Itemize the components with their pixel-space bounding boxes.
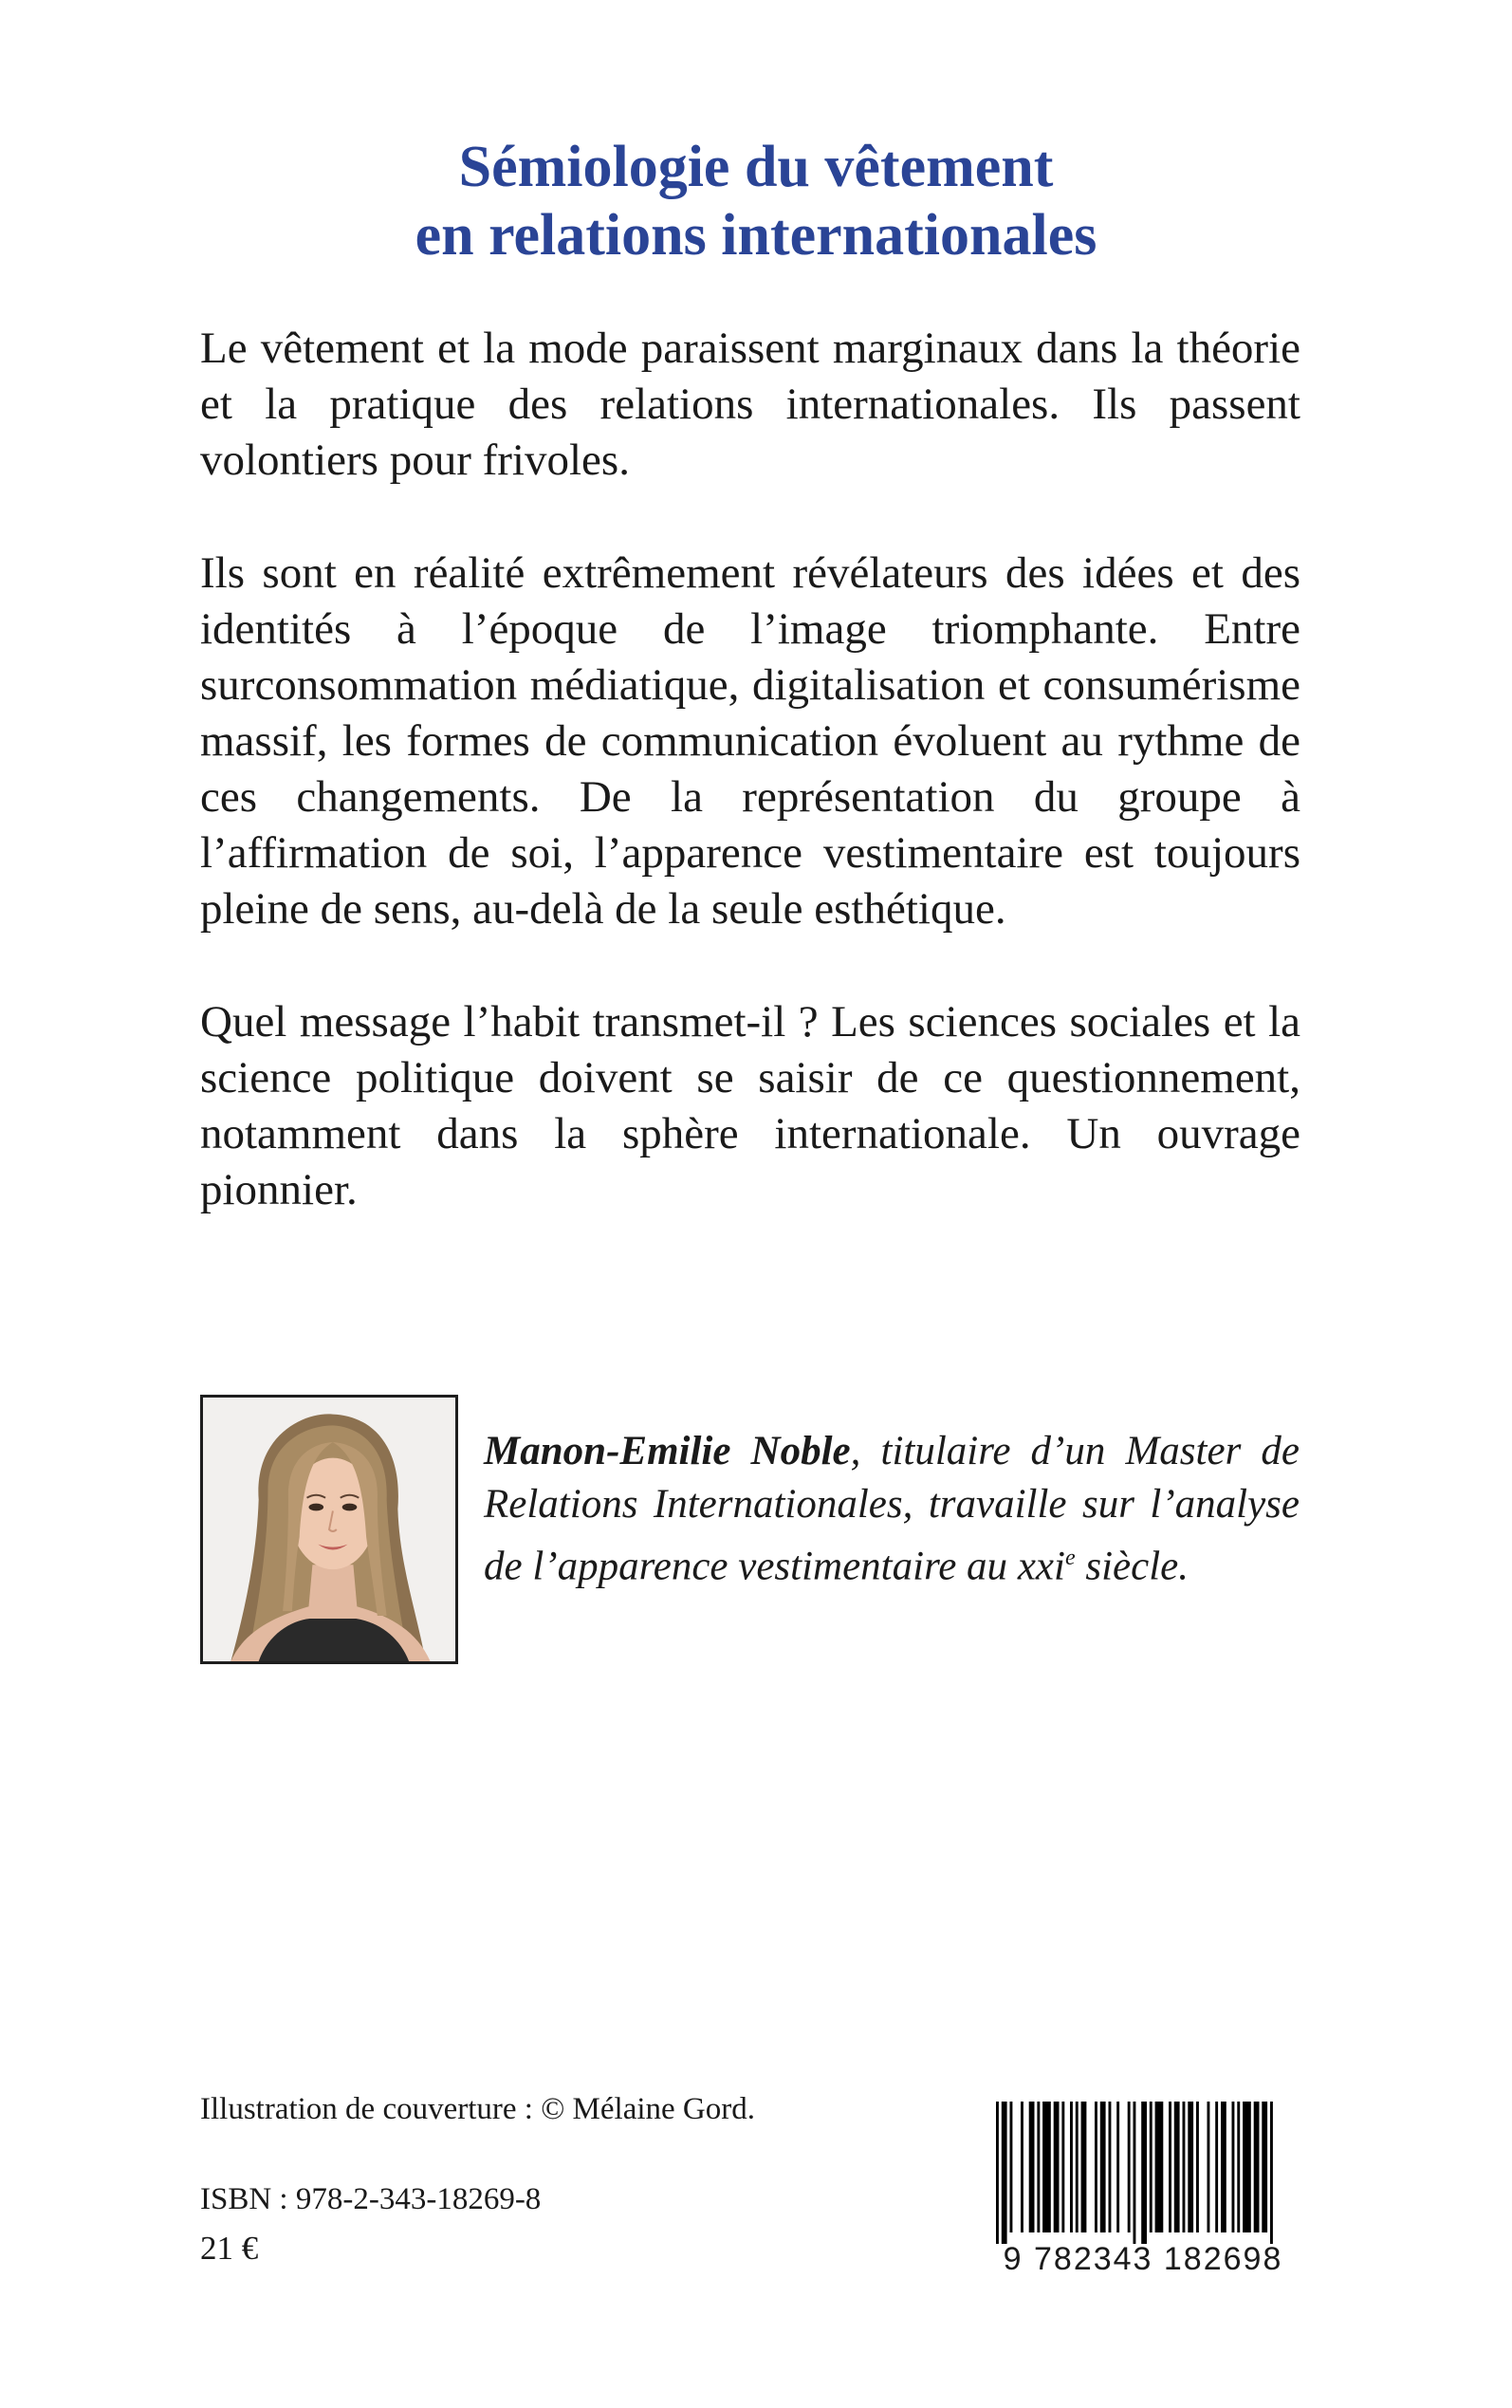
barcode-bar (1155, 2102, 1164, 2232)
barcode-bar (1054, 2102, 1060, 2232)
barcode-bar (1116, 2102, 1119, 2232)
blurb-paragraph-3: Quel message l’habit transmet-il ? Les sciences sociales et la science politique doivent se saisir de ce questionnement, notamment dans la sphère internationale. Un ouvrage pionnier. (200, 997, 1300, 1214)
barcode-bar (1109, 2102, 1112, 2232)
author-century-suffix: e (1064, 1546, 1076, 1570)
barcode-bar (1237, 2102, 1240, 2232)
barcode-bar (1076, 2102, 1079, 2232)
barcode-bar (1081, 2102, 1087, 2232)
barcode-bar (1010, 2102, 1013, 2232)
book-title-line-2: en relations internationales (415, 203, 1097, 268)
barcode-bar (1100, 2102, 1106, 2232)
barcode-bar (1037, 2102, 1040, 2232)
author-century: xxi (1017, 1544, 1065, 1589)
barcode-bar (1232, 2102, 1235, 2232)
author-bio-text: , titulaire d’un Master de Relations Internationales, travaille sur l’analyse de l’apparence vestimentaire au (484, 1429, 1300, 1589)
book-title (0, 133, 1512, 269)
barcode-bar (1042, 2102, 1051, 2232)
book-title-line-1: Sémiologie du vêtement (458, 135, 1054, 199)
price: 21 € (200, 2230, 259, 2267)
barcode-bar (1095, 2102, 1097, 2232)
barcode-bar (1196, 2102, 1199, 2232)
barcode-bar (1188, 2102, 1193, 2232)
barcode-bars (986, 2102, 1300, 2244)
isbn: ISBN : 978-2-343-18269-8 (200, 2182, 542, 2216)
barcode-bar (1174, 2102, 1180, 2232)
barcode-bar (1021, 2102, 1023, 2232)
barcode-bar (1134, 2102, 1136, 2244)
author-bio (484, 1425, 1300, 1593)
barcode-bar (1061, 2102, 1064, 2232)
barcode-bar (996, 2102, 999, 2244)
portrait-illustration (203, 1398, 455, 1661)
barcode-bar (1254, 2102, 1260, 2232)
barcode-bar (1002, 2102, 1007, 2244)
blurb-paragraph-1: Le vêtement et la mode paraissent marginaux dans la théorie et la pratique des relations internationales. Ils passent volontiers pour frivoles. (200, 324, 1300, 485)
barcode-bar (1208, 2102, 1210, 2232)
barcode-bar (1169, 2102, 1171, 2232)
author-name: Manon-Emilie Noble (484, 1429, 851, 1473)
barcode-bar (1150, 2102, 1152, 2232)
barcode-digits: 9 782343 182698 (1003, 2241, 1283, 2277)
barcode-bar (1243, 2102, 1251, 2232)
author-photo (200, 1395, 458, 1664)
cover-credit: Illustration de couverture : © Mélaine Gord. (200, 2092, 755, 2126)
blurb (200, 321, 1300, 1275)
barcode-bar (1221, 2102, 1226, 2232)
barcode-bar (1262, 2102, 1267, 2232)
barcode-bar (1183, 2102, 1186, 2232)
barcode-bar (1141, 2102, 1147, 2244)
blurb-paragraph-2: Ils sont en réalité extrêmement révélateurs des idées et des identités à l’époque de l’image triomphante. Entre surconsommation médiatique, digitalisation et consumérisme massif, les formes de communication évoluent au rythme de ces changements. De la représentation du groupe à l’affirmation de soi, l’apparence vestimentaire est toujours pleine de sens, au-delà de la seule esthétique. (200, 548, 1300, 934)
barcode-bar (1128, 2102, 1131, 2232)
barcode-bar (1070, 2102, 1073, 2232)
barcode-bar (1215, 2102, 1218, 2232)
barcode-bar (1029, 2102, 1035, 2232)
barcode-bar (1270, 2102, 1273, 2244)
author-bio-end: siècle. (1075, 1544, 1189, 1589)
